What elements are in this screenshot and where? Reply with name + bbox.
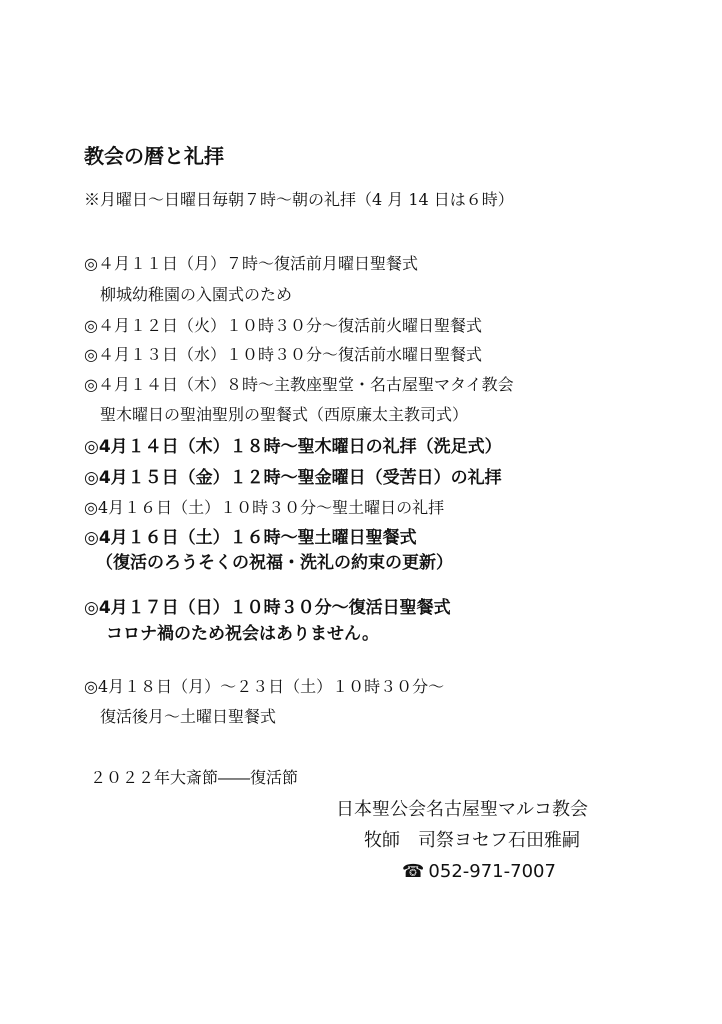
schedule-line: 復活後月〜土曜日聖餐式 — [100, 707, 277, 726]
phone-line — [402, 863, 556, 881]
schedule-line: ◎4月１５日（金）１２時〜聖金曜日（受苦日）の礼拝 — [84, 468, 502, 488]
schedule-line: ◎4月１８日（月）〜２３日（土）１０時３０分〜 — [84, 677, 445, 696]
schedule-line: 聖木曜日の聖油聖別の聖餐式（西原廉太主教司式） — [100, 405, 469, 424]
schedule-line: ◎4月１７日（日）１０時３０分〜復活日聖餐式 — [84, 598, 451, 618]
schedule-line: ◎4月１４日（木）１８時〜聖木曜日の礼拝（洗足式） — [84, 437, 502, 457]
schedule-line: ◎４月１２日（火）１０時３０分〜復活前火曜日聖餐式 — [84, 316, 482, 335]
schedule-line: ◎4月１６日（土）１０時３０分〜聖土曜日の礼拝 — [84, 498, 445, 517]
schedule-line: コロナ禍のため祝会はありません。 — [106, 624, 380, 644]
church-name: 日本聖公会名古屋聖マルコ教会 — [336, 799, 588, 820]
schedule-line: ◎４月１３日（水）１０時３０分〜復活前水曜日聖餐式 — [84, 345, 482, 364]
schedule-line: ◎４月１１日（月）７時〜復活前月曜日聖餐式 — [84, 254, 418, 273]
schedule-line: （復活のろうそくの祝福・洗礼の約束の更新） — [96, 553, 453, 573]
page-title: 教会の暦と礼拝 — [84, 144, 224, 168]
season-line: ２０２２年大斎節――復活節 — [90, 768, 299, 787]
pastor-name: 牧師 司祭ヨセフ石田雅嗣 — [364, 830, 580, 851]
schedule-line: 柳城幼稚園の入園式のため — [100, 285, 293, 304]
daily-note: ※月曜日〜日曜日毎朝７時〜朝の礼拝（4 月 14 日は６時） — [84, 190, 514, 209]
schedule-line: ◎4月１６日（土）１６時〜聖土曜日聖餐式 — [84, 528, 417, 548]
phone-number: 052-971-7007 — [428, 861, 556, 882]
schedule-line: ◎４月１４日（木）８時〜主教座聖堂・名古屋聖マタイ教会 — [84, 375, 514, 394]
telephone-icon: ☎ — [402, 861, 425, 882]
